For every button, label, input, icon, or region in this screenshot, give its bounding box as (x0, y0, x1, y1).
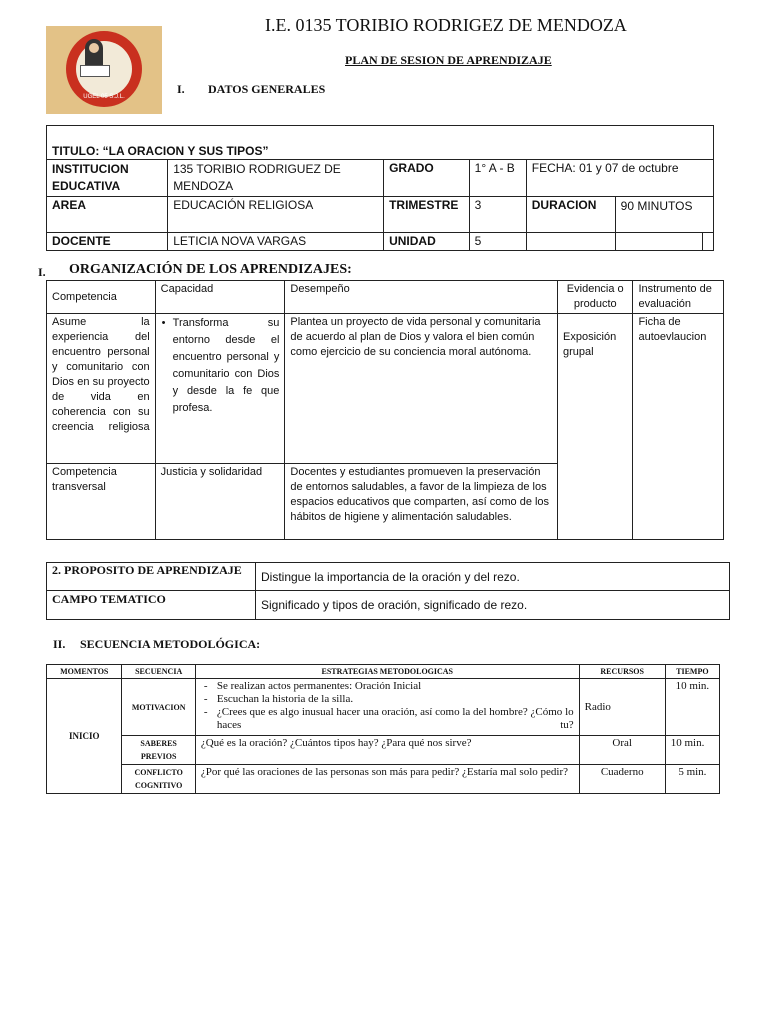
titulo-cell: TITULO: “LA ORACION Y SUS TIPOS” (47, 126, 714, 160)
trimestre-label: TRIMESTRE (384, 197, 470, 233)
capacidad-cell: • Transforma su entorno desde el encuentro personal y comunitario con Dios y desde la fe que profesa. (161, 315, 280, 417)
header-evidencia: Evidencia o producto (558, 281, 633, 314)
header-momentos: MOMENTOS (47, 665, 122, 679)
recurso-motivacion: Radio (579, 679, 665, 736)
estrategias-motivacion (195, 679, 579, 736)
desempeno-transversal-cell: Docentes y estudiantes promueven la preservación de entornos saludables, a favor de la limpieza de los espacios educativos que comparten, así como de los hábitos de higiene y alimentación saludables. (285, 464, 558, 540)
estrategias-conflicto: ¿Por qué las oraciones de las personas son más para pedir? ¿Estaría mal solo pedir? (195, 765, 579, 794)
fecha-cell: FECHA: 01 y 07 de octubre (526, 160, 713, 197)
proposito-label: 2. PROPOSITO DE APRENDIZAJE (47, 563, 256, 591)
campo-label: CAMPO TEMATICO (47, 591, 256, 620)
duracion-value: 90 MINUTOS (615, 197, 713, 233)
section-num-datos: I. (177, 82, 185, 96)
competencia-transversal-cell: Competencia transversal (47, 464, 156, 540)
proposito-value: Distingue la importancia de la oración y del rezo. (256, 563, 730, 591)
section-heading-secuencia: SECUENCIA METODOLÓGICA: (80, 637, 261, 651)
header-capacidad: Capacidad (155, 281, 285, 314)
seal-text: UGEL 05 S.J.L. (83, 94, 125, 100)
tiempo-saberes: 10 min. (665, 736, 719, 765)
header-instrumento: Instrumento de evaluación (633, 281, 724, 314)
header-estrategias: ESTRATEGIAS METODOLOGICAS (195, 665, 579, 679)
header-desempeno: Desempeño (285, 281, 558, 314)
estrategia-item: - ¿Crees que es algo inusual hacer una oración, así como la del hombre? ¿Cómo lo haces tu? (201, 706, 574, 732)
recurso-saberes: Oral (579, 736, 665, 765)
institucion-value: 135 TORIBIO RODRIGUEZ DE MENDOZA (168, 160, 384, 197)
header-tiempo: TIEMPO (665, 665, 719, 679)
secuencia-saberes: SABERES PREVIOS (122, 736, 195, 765)
datos-table (46, 125, 714, 251)
unidad-value: 5 (469, 233, 526, 251)
momento-inicio: INICIO (47, 679, 122, 794)
tiempo-motivacion: 10 min. (665, 679, 719, 736)
estrategia-item: - Se realizan actos permanentes: Oración Inicial (201, 680, 574, 693)
capacidad-transversal-cell: Justicia y solidaridad (155, 464, 285, 540)
organizacion-table (46, 280, 724, 540)
campo-value: Significado y tipos de oración, significado de rezo. (256, 591, 730, 620)
docente-value: LETICIA NOVA VARGAS (168, 233, 384, 251)
proposito-table (46, 562, 730, 620)
section-heading-organizacion: ORGANIZACIÓN DE LOS APRENDIZAJES: (69, 262, 352, 277)
recurso-conflicto: Cuaderno (579, 765, 665, 794)
estrategias-saberes: ¿Qué es la oración? ¿Cuántos tipos hay? ¿Para qué nos sirve? (195, 736, 579, 765)
header-competencia: Competencia (47, 281, 156, 314)
header-secuencia: SECUENCIA (122, 665, 195, 679)
desempeno-cell: Plantea un proyecto de vida personal y comunitaria de acuerdo al plan de Dios y valora el bien común como ejercicio de su conciencia moral autónoma. (285, 314, 558, 464)
school-logo (46, 26, 162, 114)
institucion-label: INSTITUCION EDUCATIVA (47, 160, 168, 197)
section-num-secuencia: II. (53, 637, 66, 651)
competencia-cell: Asume la experiencia del encuentro personal y comunitario con Dios en su proyecto de vida en coherencia con su creencia religiosa (47, 314, 156, 464)
seal-emblem (66, 31, 142, 107)
unidad-label: UNIDAD (384, 233, 470, 251)
header-recursos: RECURSOS (579, 665, 665, 679)
secuencia-table (46, 664, 720, 794)
area-label: AREA (47, 197, 168, 233)
secuencia-conflicto: CONFLICTO COGNITIVO (122, 765, 195, 794)
tiempo-conflicto: 5 min. (665, 765, 719, 794)
estrategia-item: - Escuchan la historia de la silla. (201, 693, 574, 706)
school-title: I.E. 0135 TORIBIO RODRIGEZ DE MENDOZA (265, 15, 627, 35)
trimestre-value: 3 (469, 197, 526, 233)
duracion-label: DURACION (526, 197, 615, 233)
grado-label: GRADO (384, 160, 470, 197)
grado-value: 1° A - B (469, 160, 526, 197)
section-num-organizacion: I. (38, 265, 46, 279)
plan-title: PLAN DE SESION DE APRENDIZAJE (345, 53, 552, 67)
docente-label: DOCENTE (47, 233, 168, 251)
instrumento-cell: Ficha de autoevlaucion (633, 314, 724, 540)
section-heading-datos: DATOS GENERALES (208, 82, 326, 96)
evidencia-cell: Exposición grupal (558, 314, 633, 540)
area-value: EDUCACIÓN RELIGIOSA (168, 197, 384, 233)
secuencia-motivacion: MOTIVACION (122, 679, 195, 736)
